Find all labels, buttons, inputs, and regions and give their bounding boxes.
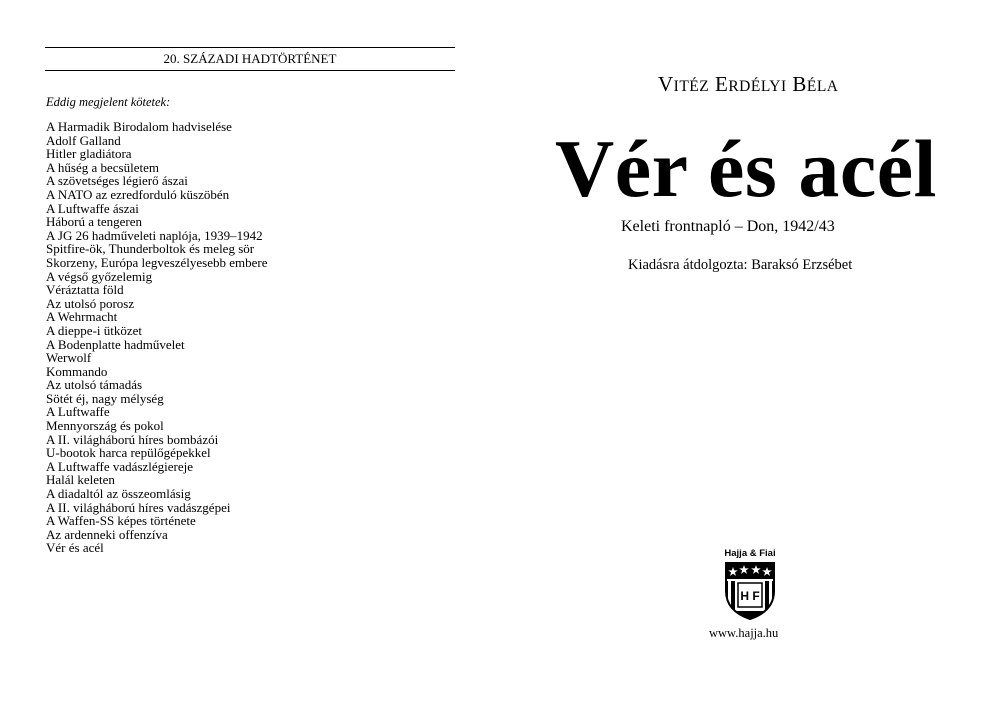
volume-list-item: Halál keleten	[46, 472, 115, 488]
shield-logo-icon	[724, 561, 776, 621]
right-page	[500, 0, 1000, 717]
volume-list-item: Skorzeny, Európa legveszélyesebb embere	[46, 254, 268, 270]
volume-list-item: Az utolsó porosz	[46, 295, 135, 311]
volume-list-item: A szövetséges légierő ászai	[46, 173, 188, 189]
book-subtitle: Keleti frontnapló – Don, 1942/43	[621, 218, 835, 235]
author-word	[792, 72, 838, 96]
volume-list-item: Sötét éj, nagy mélység	[46, 390, 164, 406]
series-title: 20. SZÁZADI HADTÖRTÉNET	[163, 51, 337, 66]
author-small-caps: RDÉLYI	[728, 78, 787, 95]
volume-list-item: A NATO az ezredforduló küszöbén	[46, 186, 230, 202]
author-small-caps: ITÉZ	[673, 78, 710, 95]
volume-list-item: Háború a tengeren	[46, 214, 143, 230]
author-initial: V	[658, 72, 674, 96]
volume-list-item: Adolf Galland	[46, 132, 121, 148]
published-volumes-label: Eddig megjelent kötetek:	[46, 95, 171, 109]
volume-list-item: A Bodenplatte hadművelet	[46, 336, 185, 352]
volume-list-item: Spitfire-ök, Thunderboltok és meleg sör	[46, 241, 255, 257]
publisher-name: Hajja & Fiai	[724, 548, 776, 559]
volume-list-item: A dieppe-i ütközet	[46, 322, 143, 338]
logo-monogram: H F	[740, 589, 760, 603]
volume-list-item: A Luftwaffe	[46, 404, 110, 420]
volume-list-item: A II. világháború híres bombázói	[46, 431, 219, 447]
volume-list-item: A II. világháború híres vadászgépei	[46, 499, 231, 515]
volume-list-item: A JG 26 hadműveleti naplója, 1939–1942	[46, 227, 263, 243]
volume-list-item: A diadaltól az összeomlásig	[46, 486, 191, 502]
author-word	[658, 72, 709, 96]
series-header	[45, 47, 455, 71]
author-initial: E	[715, 72, 729, 96]
volume-list-item: A Wehrmacht	[46, 309, 118, 325]
volume-list-item: Az ardenneki offenzíva	[46, 526, 168, 542]
volume-list-item: Véráztatta föld	[46, 282, 124, 298]
volume-list-item: A Luftwaffe vadászlégiereje	[46, 458, 194, 474]
volume-list-item: Kommando	[46, 363, 108, 379]
author-name	[658, 72, 839, 97]
volume-list-item: A végső győzelemig	[46, 268, 153, 284]
volume-list-item: U-bootok harca repülőgépekkel	[46, 445, 211, 461]
editor-credit: Kiadásra átdolgozta: Baraksó Erzsébet	[628, 257, 853, 273]
website-link[interactable]: www.hajja.hu	[709, 626, 779, 640]
volume-list-item: A hűség a becsületem	[46, 159, 159, 175]
volume-list-item: A Waffen-SS képes története	[46, 513, 196, 529]
author-small-caps: ÉLA	[806, 78, 839, 95]
volume-list-item: Hitler gladiátora	[46, 146, 132, 162]
book-title: Vér és acél	[555, 123, 937, 214]
volume-list-item: Vér és acél	[46, 540, 104, 556]
author-word	[715, 72, 787, 96]
volume-list-item: A Luftwaffe ászai	[46, 200, 139, 216]
volume-list-item: Mennyország és pokol	[46, 418, 164, 434]
volume-list-item: A Harmadik Birodalom hadviselése	[46, 119, 232, 134]
volume-list	[46, 120, 268, 555]
volume-list-item: Az utolsó támadás	[46, 377, 143, 393]
publisher-logo	[715, 548, 785, 621]
volume-list-item: Werwolf	[46, 350, 92, 366]
author-initial: B	[792, 72, 807, 96]
